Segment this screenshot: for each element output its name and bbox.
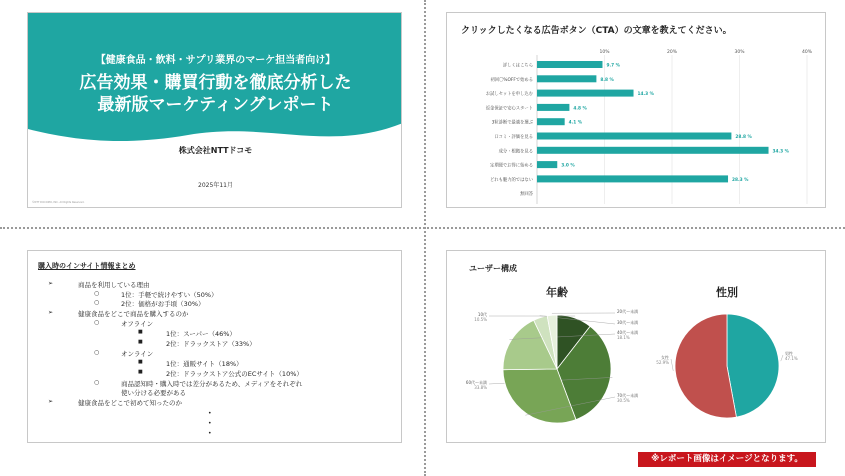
insight-line: 1位：スーパー（46%）	[166, 330, 236, 338]
circle-bullet: ○	[94, 299, 100, 306]
bar	[537, 175, 728, 182]
age-chart-title: 年齢	[546, 286, 568, 299]
insight-line: 2位：価格がお手頃（30%）	[121, 300, 205, 308]
category-label: 詳しくはこちら	[502, 63, 533, 69]
circle-bullet: ○	[94, 349, 100, 356]
cover-date: 2025年11月	[198, 182, 233, 189]
bar	[537, 90, 634, 97]
data-label: 8.8 %	[600, 77, 614, 83]
insight-line: 商品認知時・購入時では差分があるため、メディアをそれぞれ	[121, 380, 303, 388]
data-label: 28.8 %	[735, 135, 752, 140]
category-label: 3粒診断で最適を選ぶ	[491, 120, 533, 126]
insight-line: 2位：ドラックストア（33%）	[166, 340, 256, 348]
insight-summary-slide	[27, 250, 402, 443]
insight-line: 健康食品をどこで商品を購入するのか	[78, 310, 189, 318]
insight-line: 商品を利用している理由	[78, 281, 150, 289]
insight-line: 健康食品をどこで初めて知ったのか	[78, 399, 182, 407]
cta-bar-chart	[447, 13, 826, 208]
image-disclaimer-note: ※レポート画像はイメージとなります。	[638, 452, 816, 467]
user-composition-title: ユーザー構成	[469, 264, 517, 273]
cover-subtitle: 【健康食品・飲料・サプリ業界のマーケ担当者向け】	[95, 55, 336, 66]
data-label: 14.3 %	[637, 92, 654, 98]
cover-title-line1: 広告効果・購買行動を徹底分析した	[79, 73, 352, 93]
gender-chart-title: 性別	[716, 286, 738, 299]
data-label: 4.1 %	[568, 120, 583, 126]
bar	[537, 147, 769, 154]
x-tick-label: 20%	[666, 50, 678, 55]
circle-bullet: ○	[94, 379, 100, 386]
data-label: 3.0 %	[561, 163, 575, 169]
category-label: 初回〇%OFFで始める	[490, 77, 533, 83]
bar	[537, 104, 569, 111]
data-label: 4.8 %	[573, 106, 587, 112]
square-bullet: ■	[138, 369, 143, 375]
category-label: 成分・根拠を見る	[498, 149, 533, 155]
vertical-dotted-divider	[424, 0, 426, 476]
insight-heading: 購入時のインサイト情報まとめ	[38, 262, 136, 270]
continuation-dot: •	[208, 430, 212, 437]
square-bullet: ■	[138, 359, 143, 365]
slice-label: 女性	[661, 355, 669, 360]
cover-title-line2: 最新版マーケティングレポート	[97, 95, 334, 115]
user-pie-charts	[447, 251, 826, 443]
bar	[537, 75, 596, 82]
slice-value-label: 10.5%	[474, 317, 487, 322]
x-tick-label: 40%	[801, 50, 813, 55]
slice-label: 男性	[785, 351, 793, 356]
circle-bullet: ○	[94, 290, 100, 297]
category-label: どれも魅力的ではない	[490, 177, 533, 183]
user-composition-slide	[446, 250, 826, 443]
x-tick-label: 30%	[734, 50, 745, 55]
slice-label: 60代〜未満	[465, 380, 487, 385]
square-bullet: ■	[138, 339, 143, 345]
slice-value-label: 33.8%	[474, 385, 487, 390]
pie-slice	[727, 314, 779, 417]
cover-copyright: ©NTT DOCOMO, INC. All Rights Reserved.	[32, 201, 85, 204]
category-label: 口コミ・評価を見る	[494, 135, 533, 140]
horizontal-dotted-divider	[0, 227, 845, 229]
pie-slice	[675, 314, 736, 418]
continuation-dot: •	[208, 420, 212, 427]
category-label: 定期便でお得に始める	[490, 163, 533, 169]
chart-title: クリックしたくなる広告ボタン（CTA）の文章を教えてください。	[461, 26, 732, 36]
slice-value-label: 30.5%	[617, 398, 630, 403]
bar	[537, 161, 557, 168]
category-label: 返金保証で安心スタート	[485, 106, 533, 112]
slice-value-label: 52.9%	[656, 360, 669, 365]
arrow-bullet: ➢	[48, 398, 54, 405]
leader-line	[671, 359, 673, 371]
category-label: お試しセットを申し込む	[485, 92, 533, 98]
x-tick-label: 10%	[599, 50, 610, 55]
arrow-bullet: ➢	[48, 280, 54, 287]
slice-label: 30代〜未満	[617, 320, 639, 325]
slice-label: 20代〜未満	[617, 309, 639, 314]
insight-line: 1位：手軽で続けやすい（50%）	[121, 291, 218, 299]
data-label: 9.7 %	[606, 63, 620, 69]
slice-label: 10代	[477, 312, 487, 317]
report-cover-slide	[27, 12, 402, 208]
slice-label: 70代〜未満	[617, 393, 639, 398]
slice-value-label: 18.1%	[617, 335, 630, 340]
continuation-dot: •	[208, 410, 212, 417]
data-label: 28.3 %	[732, 177, 749, 183]
circle-bullet: ○	[94, 319, 100, 326]
bar	[537, 133, 731, 140]
arrow-bullet: ➢	[48, 309, 54, 316]
category-label: 無回答	[520, 192, 533, 198]
data-label: 34.3 %	[772, 149, 789, 155]
cta-chart-slide	[446, 12, 826, 208]
cover-company: 株式会社NTTドコモ	[178, 146, 253, 155]
bar	[537, 118, 565, 125]
cover-title-block	[28, 51, 402, 116]
slice-label: 40代〜未満	[617, 330, 639, 335]
insight-line: 使い分ける必要がある	[121, 389, 186, 397]
insight-line: 1位：通販サイト（18%）	[166, 360, 243, 368]
insight-line: オフライン	[121, 320, 154, 328]
leader-line	[781, 355, 783, 361]
insight-line: 2位：ドラックストア公式のECサイト（10%）	[166, 370, 303, 378]
insight-line: オンライン	[121, 350, 154, 358]
slice-value-label: 47.1%	[785, 356, 798, 361]
square-bullet: ■	[138, 329, 143, 335]
bar	[537, 61, 602, 68]
